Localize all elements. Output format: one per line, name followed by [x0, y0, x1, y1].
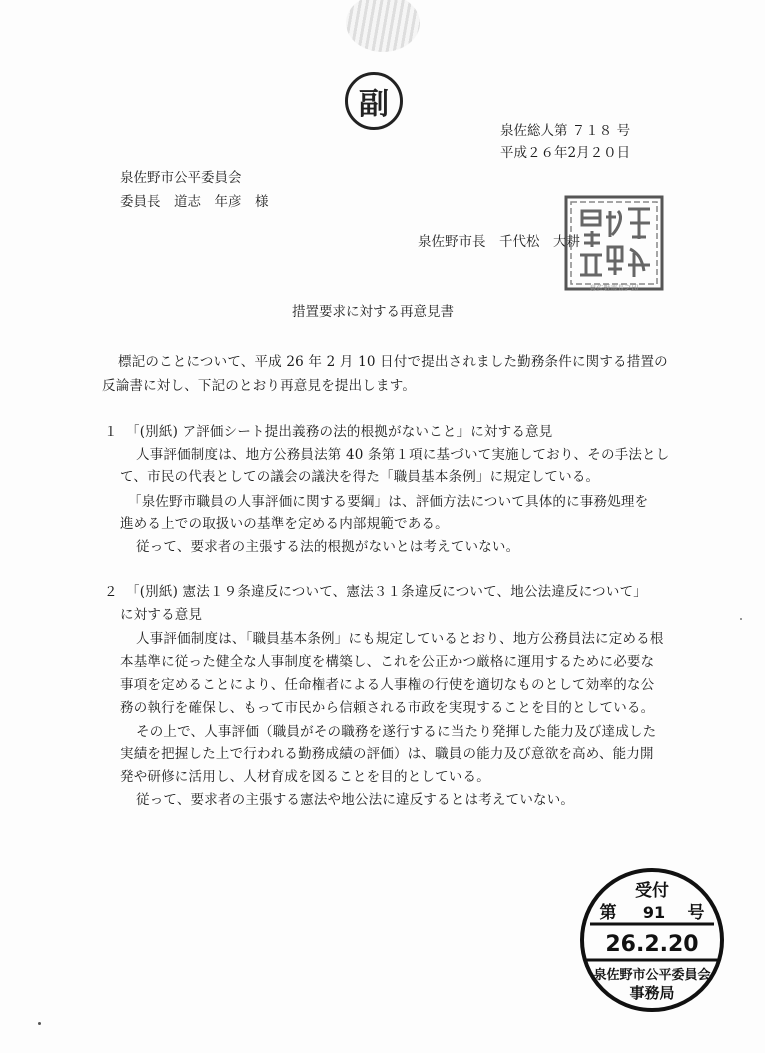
- scan-speck: [38, 1022, 41, 1025]
- scan-speck: [740, 618, 742, 620]
- recipient-org: 泉佐野市公平委員会: [120, 170, 242, 186]
- section-line: その上で、人事評価（職員がその職務を遂行するに当たり発揮した能力及び達成した: [136, 724, 657, 740]
- mayor-seal: [562, 193, 666, 293]
- stamp-number: 91: [642, 903, 666, 922]
- section-line: 「泉佐野市職員の人事評価に関する要綱」は、評価方法について具体的に事務処理を: [128, 494, 649, 510]
- section-line: 実績を把握した上で行われる勤務成績の評価）は、職員の能力及び意欲を高め、能力開: [120, 746, 654, 762]
- intro-line: 反論書に対し、下記のとおり再意見を提出します。: [102, 378, 417, 394]
- section-heading: 「(別紙) ア評価シート提出義務の法的根拠がないこと」に対する意見: [126, 424, 553, 440]
- copy-mark-stamp: 副: [345, 72, 403, 130]
- reception-stamp: [578, 866, 726, 1014]
- document-title: 措置要求に対する再意見書: [292, 304, 454, 320]
- section-line: 人事評価制度は、地方公務員法第 40 条第１項に基づいて実施しており、その手法とし: [136, 447, 670, 463]
- section-line: 進める上での取扱いの基準を定める内部規範である。: [120, 516, 449, 532]
- section-line: 本基準に従った健全な人事制度を構築し、これを公正かつ厳格に運用するために必要な: [120, 654, 655, 670]
- section-line: 従って、要求者の主張する憲法や地公法に違反するとは考えていない。: [136, 792, 575, 808]
- stamp-office: 事務局: [629, 984, 675, 1002]
- section-line: 事項を定めることにより、任命権者による人事権の行使を適切なものとして効率的な公: [120, 677, 655, 693]
- recipient-name: 委員長 道志 年彦 様: [120, 194, 269, 210]
- section-line: 人事評価制度は、「職員基本条例」にも規定しているとおり、地方公務員法に定める根: [136, 631, 664, 647]
- section-number: １: [104, 424, 118, 440]
- intro-line: 標記のことについて、平成 26 年 2 月 10 日付で提出されました勤務条件に関する措置の: [118, 354, 668, 370]
- document-date: 平成２６年2月２０日: [500, 145, 631, 161]
- document-number: 泉佐総人第 ７１８ 号: [500, 123, 631, 139]
- stamp-number-suffix: 号: [687, 903, 705, 923]
- section-line: 務の執行を確保し、もって市民から信頼される市政を実現することを目的としている。: [120, 700, 655, 716]
- section-line: て、市民の代表としての議会の議決を得た「職員基本条例」に規定している。: [120, 469, 600, 485]
- section-heading: 「(別紙) 憲法１９条違反について、憲法３１条違反について、地公法違反について」: [126, 584, 647, 600]
- stamp-org: 泉佐野市公平委員会: [593, 968, 711, 983]
- stamp-date: 26.2.20: [605, 932, 699, 957]
- top-faint-stamp: [346, 0, 420, 52]
- seal-caption: 泉佐野市長之印: [589, 284, 639, 292]
- section-line: 従って、要求者の主張する法的根拠がないとは考えていない。: [136, 539, 520, 555]
- stamp-number-prefix: 第: [599, 903, 617, 923]
- section-heading-continued: に対する意見: [120, 607, 203, 623]
- section-line: 発や研修に活用し、人材育成を図ることを目的としている。: [120, 769, 490, 785]
- sender-name: 泉佐野市長 千代松 大耕: [418, 234, 580, 250]
- stamp-label: 受付: [635, 881, 669, 901]
- section-number: ２: [104, 584, 118, 600]
